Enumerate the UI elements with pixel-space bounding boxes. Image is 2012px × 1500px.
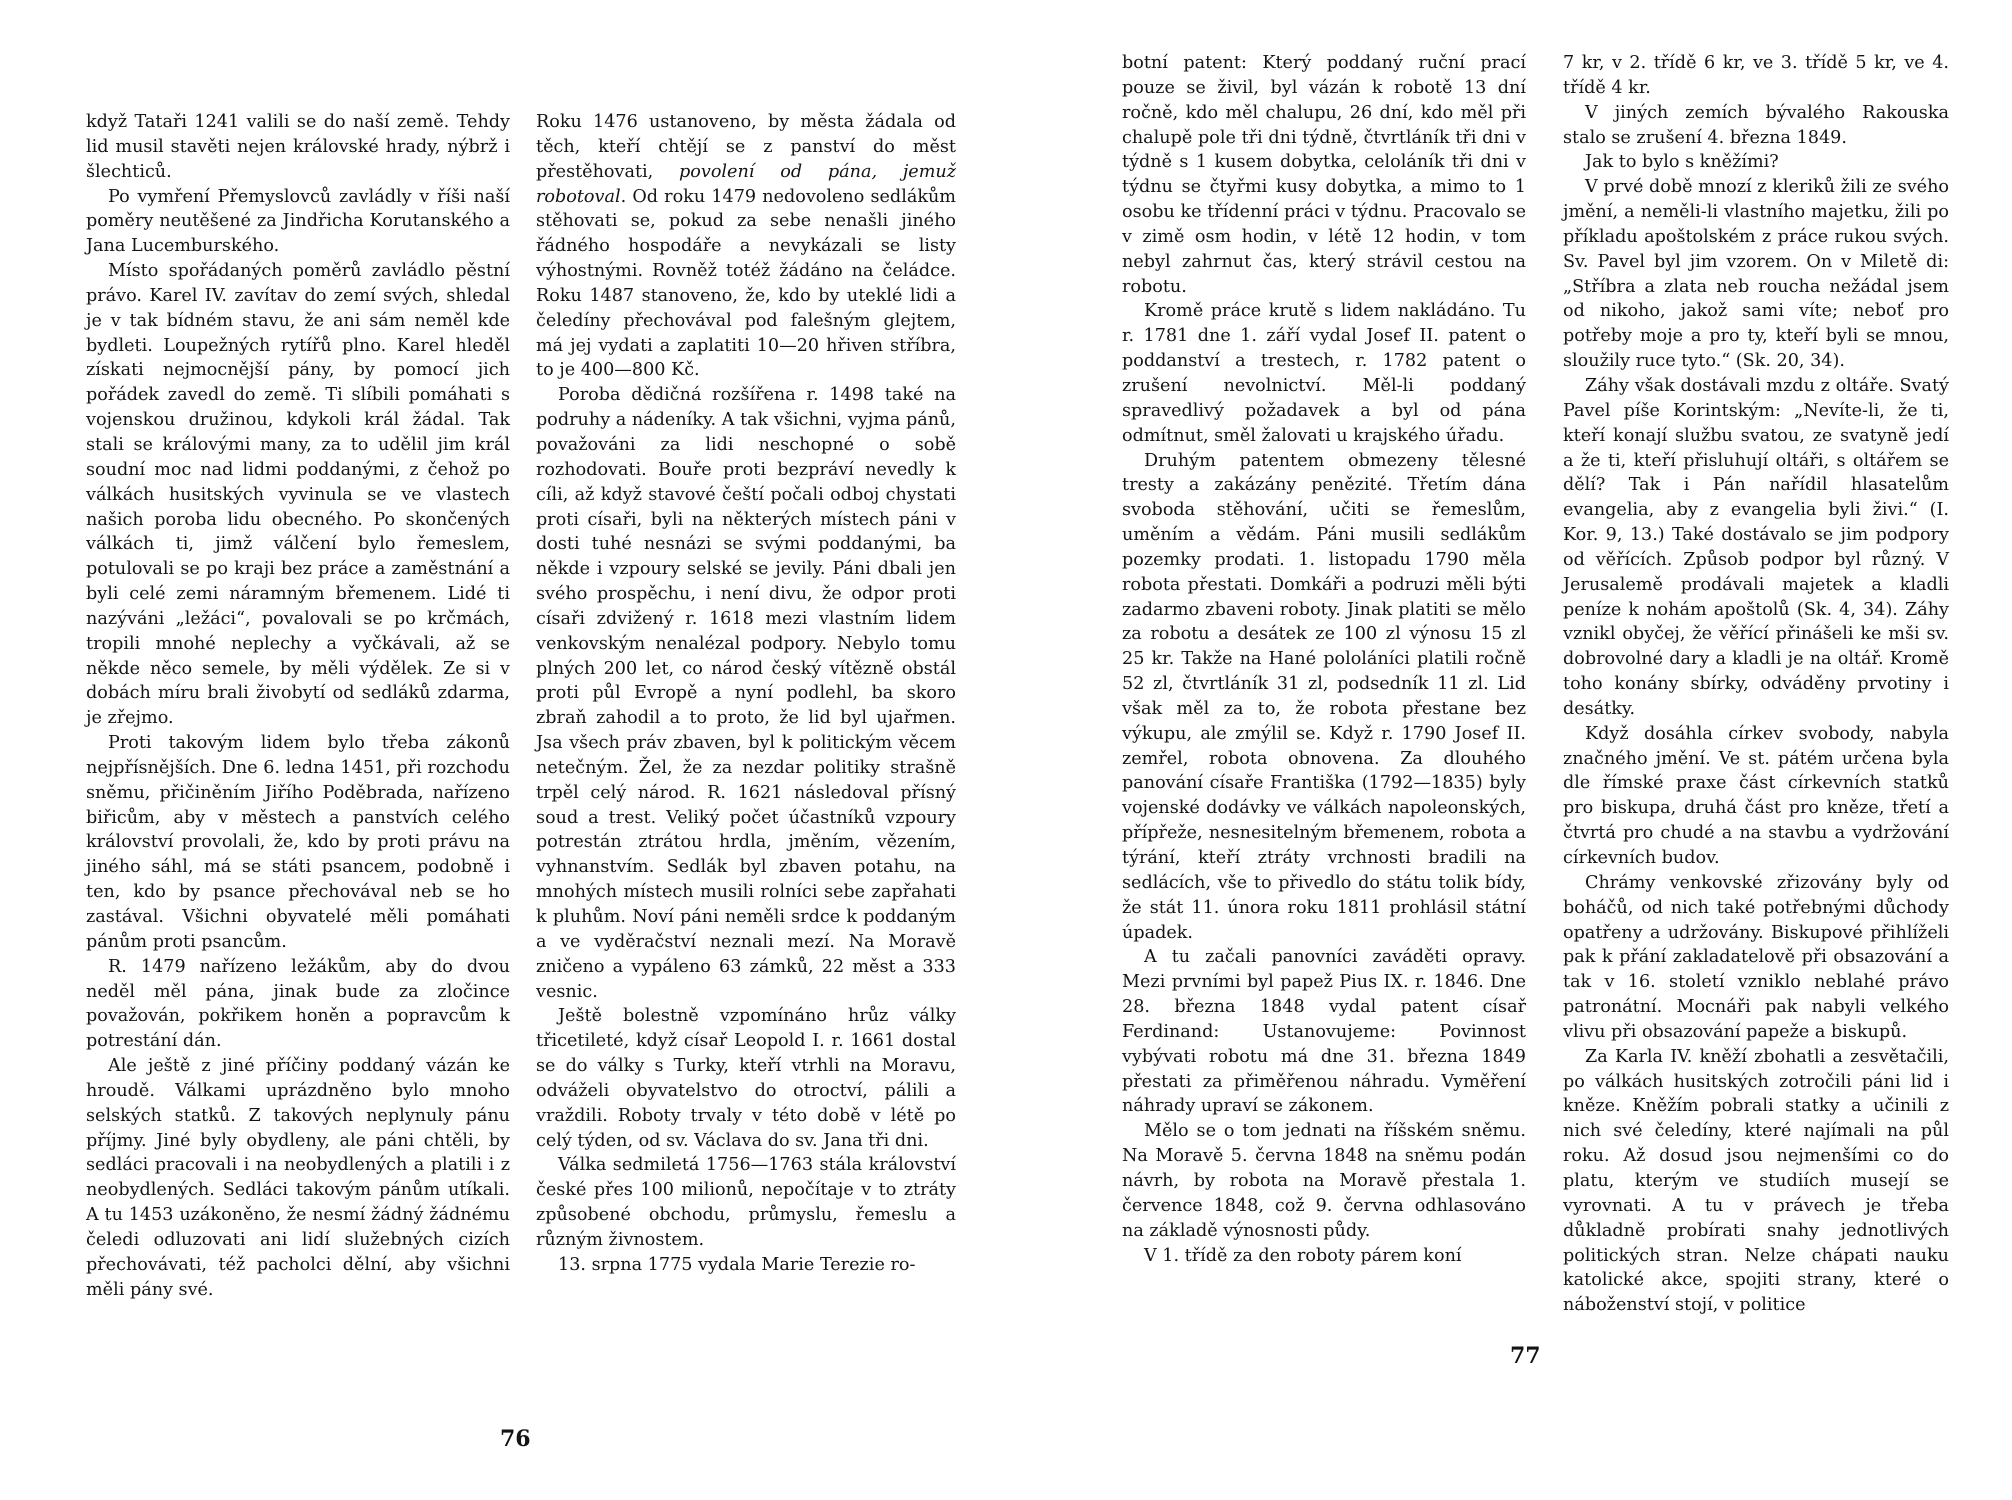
paragraph [536,110,956,383]
paragraph: Chrámy venkovské zřizovány byly od boháčů, od nich také potřebnými důchody opatřeny a udržovány. Biskupové přihlíželi pak k přání zakladatelově při obsazování a tak v 16. století vzniklo neblahé právo patronátní. Mocnáři pak nabyli velkého vlivu při obsazování papeže a biskupů. [1563,872,1949,1042]
paragraph-text: . Od roku 1479 nedovoleno sedlákům stěhovati se, pokud za sebe nenašli jiného řádného hospodáře a nevykázali se listy výhostnými. Rovněž totéž žádáno na čeládce. Roku 1487 stanoveno, že, kdo by uteklé lidi a čeledíny přechovával pod falešným glejtem, má jej vydati a zaplatiti 10—20 hřiven stříbra, to je 400—800 Kč. [536,186,956,381]
page-number-left: 76 [500,1426,531,1452]
paragraph: Po vymření Přemyslovců zavládly v říši naší poměry neutěšené za Jindřicha Korutanského a Jana Lucemburského. [86,186,510,257]
paragraph: botní patent: Který poddaný ruční prací pouze se živil, byl vázán k robotě 13 dní ročně, kdo měl chalupu, 26 dní, kdo měl při chalupě pole tři dni týdně, čtvrtláník tři dni v týdně s 1 kusem dobytka, celoláník tři dni v týdnu se čtyřmi kusy dobytka, a mimo to 1 osobu ke třídenní práci v týdnu. Pracovalo se v zimě osm hodin, v létě 12 hodin, v tom nebyl zahrnut čas, který strávil cestou na robotu. [1122,53,1526,297]
paragraph: když Tataři 1241 valili se do naší země. Tehdy lid musil stavěti nejen královské hrady, nýbrž i šlechticů. [86,112,510,182]
paragraph: Ještě bolestně vzpomínáno hrůz války třicetileté, když císař Leopold I. r. 1661 dostal se do války s Turky, kteří vtrhli na Moravu, odváželi obyvatelstvo do otroctví, pálili a vraždili. Roboty trvaly v této době v létě po celý týden, od sv. Václava do sv. Jana tři dni. [536,1006,956,1151]
left-page-column-2 [536,110,956,1278]
paragraph: Ale ještě z jiné příčiny poddaný vázán ke hroudě. Válkami uprázdněno bylo mnoho selských statků. Z takových neplynuly pánu příjmy. Jiné byly obydleny, ale páni chtěli, by sedláci pracovali i na neobydlených a platili i z neobydlených. Sedláci takovým pánům utíkali. A tu 1453 uzákoněno, že nesmí žádný žádnému čeledi odluzovati ani lidí služebných cizích přechovávati, též pacholci dělní, aby všichni měli pány své. [86,1056,510,1300]
paragraph: V prvé době mnozí z kleriků žili ze svého jmění, a neměli-li vlastního majetku, žili po příkladu apoštolském z práce rukou svých. Sv. Pavel byl jim vzorem. On v Miletě di: „Stříbra a zlata neb roucha nežádal jsem od nikoho, jakož sami víte; neboť pro potřeby moje a pro ty, kteří byli se mnou, sloužily ruce tyto.“ (Sk. 20, 34). [1563,177,1949,372]
paragraph: Místo spořádaných poměrů zavládlo pěstní právo. Karel IV. zavítav do zemí svých, shledal je v tak bídném stavu, že ani sám neměl kde bydleti. Loupežných rytířů plno. Karel hleděl získati nejmocnější pány, by pomocí jich pořádek zavedl do země. Ti slíbili pomáhati s vojenskou družinou, kdykoli král žádal. Tak stali se královými many, za to udělil jim král soudní moc nad lidmi poddanými, z čehož po válkách husitských vyvinula se ve vlastech našich poroba lidu obecného. Po skončených válkách ti, jimž válčení bylo řemeslem, potulovali se po kraji bez práce a zaměstnání a byli celé zemi náramným břemenem. Lidé ti nazýváni „ležáci“, povalovali se po krčmách, tropili mnohé neplechy a vyčkávali, až se někde něco semele, by měli výdělek. Ze si v dobách míru brali živobytí od sedláků zdarma, je zřejmo. [86,261,510,729]
paragraph: Mělo se o tom jednati na říšském sněmu. Na Moravě 5. června 1848 na sněmu podán návrh, by robota na Moravě přestala 1. července 1848, což 9. června odhlasováno na základě výnosnosti půdy. [1122,1121,1526,1241]
right-page-column-2 [1563,51,1949,1318]
page-number-right: 77 [1510,1343,1541,1369]
paragraph: R. 1479 nařízeno ležákům, aby do dvou neděl měl pána, jinak bude za zločince považován, pokřikem honěn a popravcům k potrestání dán. [86,956,510,1052]
paragraph: Za Karla IV. kněží zbohatli a zesvětačili, po válkách husitských zotročili páni lid i kněze. Kněžím pobrali statky a učinili z nich své čeledíny, které najímali na půl roku. Až dosud jsou nejmenšími co do platu, kterým ve studiích musejí se vyrovnati. A tu v právech je třeba důkladně probírati snahy jednotlivých politických stran. Nelze chápati nauku katolické akce, spojiti strany, které o náboženství stojí, v politice [1563,1046,1949,1316]
italic-quote: povolení od pána, jemuž robotoval [536,161,956,207]
paragraph: V jiných zemích bývalého Rakouska stalo se zrušení 4. března 1849. [1563,102,1949,148]
paragraph: Kromě práce krutě s lidem nakládáno. Tu r. 1781 dne 1. září vydal Josef II. patent o poddanství a trestech, r. 1782 patent o zrušení nevolnictví. Měl-li poddaný spravedlivý požadavek a byl od pána odmítnut, směl žalovati u krajského úřadu. [1122,301,1526,446]
right-page-column-1 [1122,51,1526,1268]
paragraph: Válka sedmiletá 1756—1763 stála království české přes 100 milionů, nepočítaje v to ztráty způsobené obchodu, průmyslu, řemeslu a různým živnostem. [536,1155,956,1250]
left-page-column-1 [86,110,510,1303]
paragraph: A tu začali panovníci zaváděti opravy. Mezi prvními byl papež Pius IX. r. 1846. Dne 28. března 1848 vydal patent císař Ferdinand: Ustanovujeme: Povinnost vybývati robotu má dne 31. března 1849 přestati za přiměřenou náhradu. Vyměření náhrady upraví se zákonem. [1122,947,1526,1117]
paragraph: Když dosáhla církev svobody, nabyla značného jmění. Ve st. pátém určena byla dle římské praxe část církevních statků pro biskupa, druhá část pro kněze, třetí a čtvrtá pro chudé a na stavbu a vydržování církevních budov. [1563,723,1949,868]
paragraph: 13. srpna 1775 vydala Marie Terezie ro- [558,1254,916,1275]
paragraph: Záhy však dostávali mzdu z oltáře. Svatý Pavel píše Korintským: „Nevíte-li, že ti, kteří konají službu svatou, ze svatyně jedí a že ti, kteří přisluhují oltáři, s oltářem se dělí? Tak i Pán nařídil hlasatelům evangelia, aby z evangelia byli živi.“ (I. Kor. 9, 13.) Také dostávalo se jim podpory od věřících. Způsob podpor byl různý. V Jerusalemě prodávali majetek a kladli peníze k nohám apoštolů (Sk. 4, 34). Záhy vznikl obyčej, že věřící přinášeli ke mši sv. dobrovolné dary a kladli je na oltář. Kromě toho konány sbírky, odváděny prvotiny i desátky. [1563,375,1949,719]
paragraph: V 1. třídě za den roboty párem koní [1144,1245,1462,1266]
section-question: Jak to bylo s kněžími? [1585,152,1779,173]
paragraph: Proti takovým lidem bylo třeba zákonů nejpřísnějších. Dne 6. ledna 1451, při rozchodu sněmu, přičiněním Jiřího Poděbrada, nařízeno biřicům, aby v městech a panstvích celého království provolali, že, kdo by proti právu na jiného sáhl, má se státi psancem, podobně i ten, kdo by psance přechovával neb se ho zastával. Všichni obyvatelé měli pomáhati pánům proti psancům. [86,733,510,952]
paragraph-text: Roku 1476 ustanoveno, by města žádala od těch, kteří chtějí se z panství do měst přestěhovati, [536,112,956,182]
paragraph: Poroba dědičná rozšířena r. 1498 také na podruhy a nádeníky. A tak všichni, vyjma pánů, považováni za lidi neschopné o sobě rozhodovati. Bouře proti bezpráví nevedly k cíli, až když stavové čeští počali odboj chystati proti císaři, byli na některých místech páni v dosti tuhé nesnázi se svými poddanými, ba někde i vzpoury selské se jevily. Páni dbali jen svého prospěchu, i není divu, že odpor proti císaři zdvižený r. 1618 mezi vlastním lidem venkovským nenalézal podpory. Nebylo tomu plných 200 let, co národ český vítězně obstál proti půl Evropě a nyní podlehl, ba skoro zbraň zahodil a to proto, že lid byl ujařmen. Jsa všech práv zbaven, byl k politickým věcem netečným. Žel, že za nezdar politiky strašně trpěl celý národ. R. 1621 následoval přísný soud a trest. Veliký počet účastníků vzpoury potrestán ztrátou hrdla, jměním, vězením, vyhnanstvím. Sedlák byl zbaven potahu, na mnohých místech musili rolníci sebe zapřahati k pluhům. Noví páni neměli srdce k poddaným a ve vyděračství neznali mezí. Na Moravě zničeno a vypáleno 63 zámků, 22 měst a 333 vesnic. [536,385,956,1002]
paragraph: 7 kr, v 2. třídě 6 kr, ve 3. třídě 5 kr, ve 4. třídě 4 kr. [1563,53,1949,98]
paragraph: Druhým patentem obmezeny tělesné tresty a zakázány penězité. Třetím dána svoboda stěhování, učiti se řemeslům, uměním a vědám. Páni musili sedlákům pozemky prodati. 1. listopadu 1790 měla robota přestati. Domkáři a podruzi měli býti zadarmo zbaveni roboty. Jinak platiti se mělo za robotu a desátek ze 100 zl výnosu 15 zl 25 kr. Takže na Hané pololáníci platili ročně 52 zl, čtvrtláník 31 zl, podsedník 11 zl. Lid však měl za to, že robota přestane bez výkupu, ale zmýlil se. Když r. 1790 Josef II. zemřel, robota obnovena. Za dlouhého panování císaře Františka (1792—1835) byly vojenské dodávky ve válkách napoleonských, přípřeže, nesnesitelným břemenem, robota a týrání, kteří ztráty vrchnosti bradili na sedlácích, vše to přivedlo do státu tolik bídy, že stát 11. února roku 1811 prohlásil státní úpadek. [1122,450,1526,943]
